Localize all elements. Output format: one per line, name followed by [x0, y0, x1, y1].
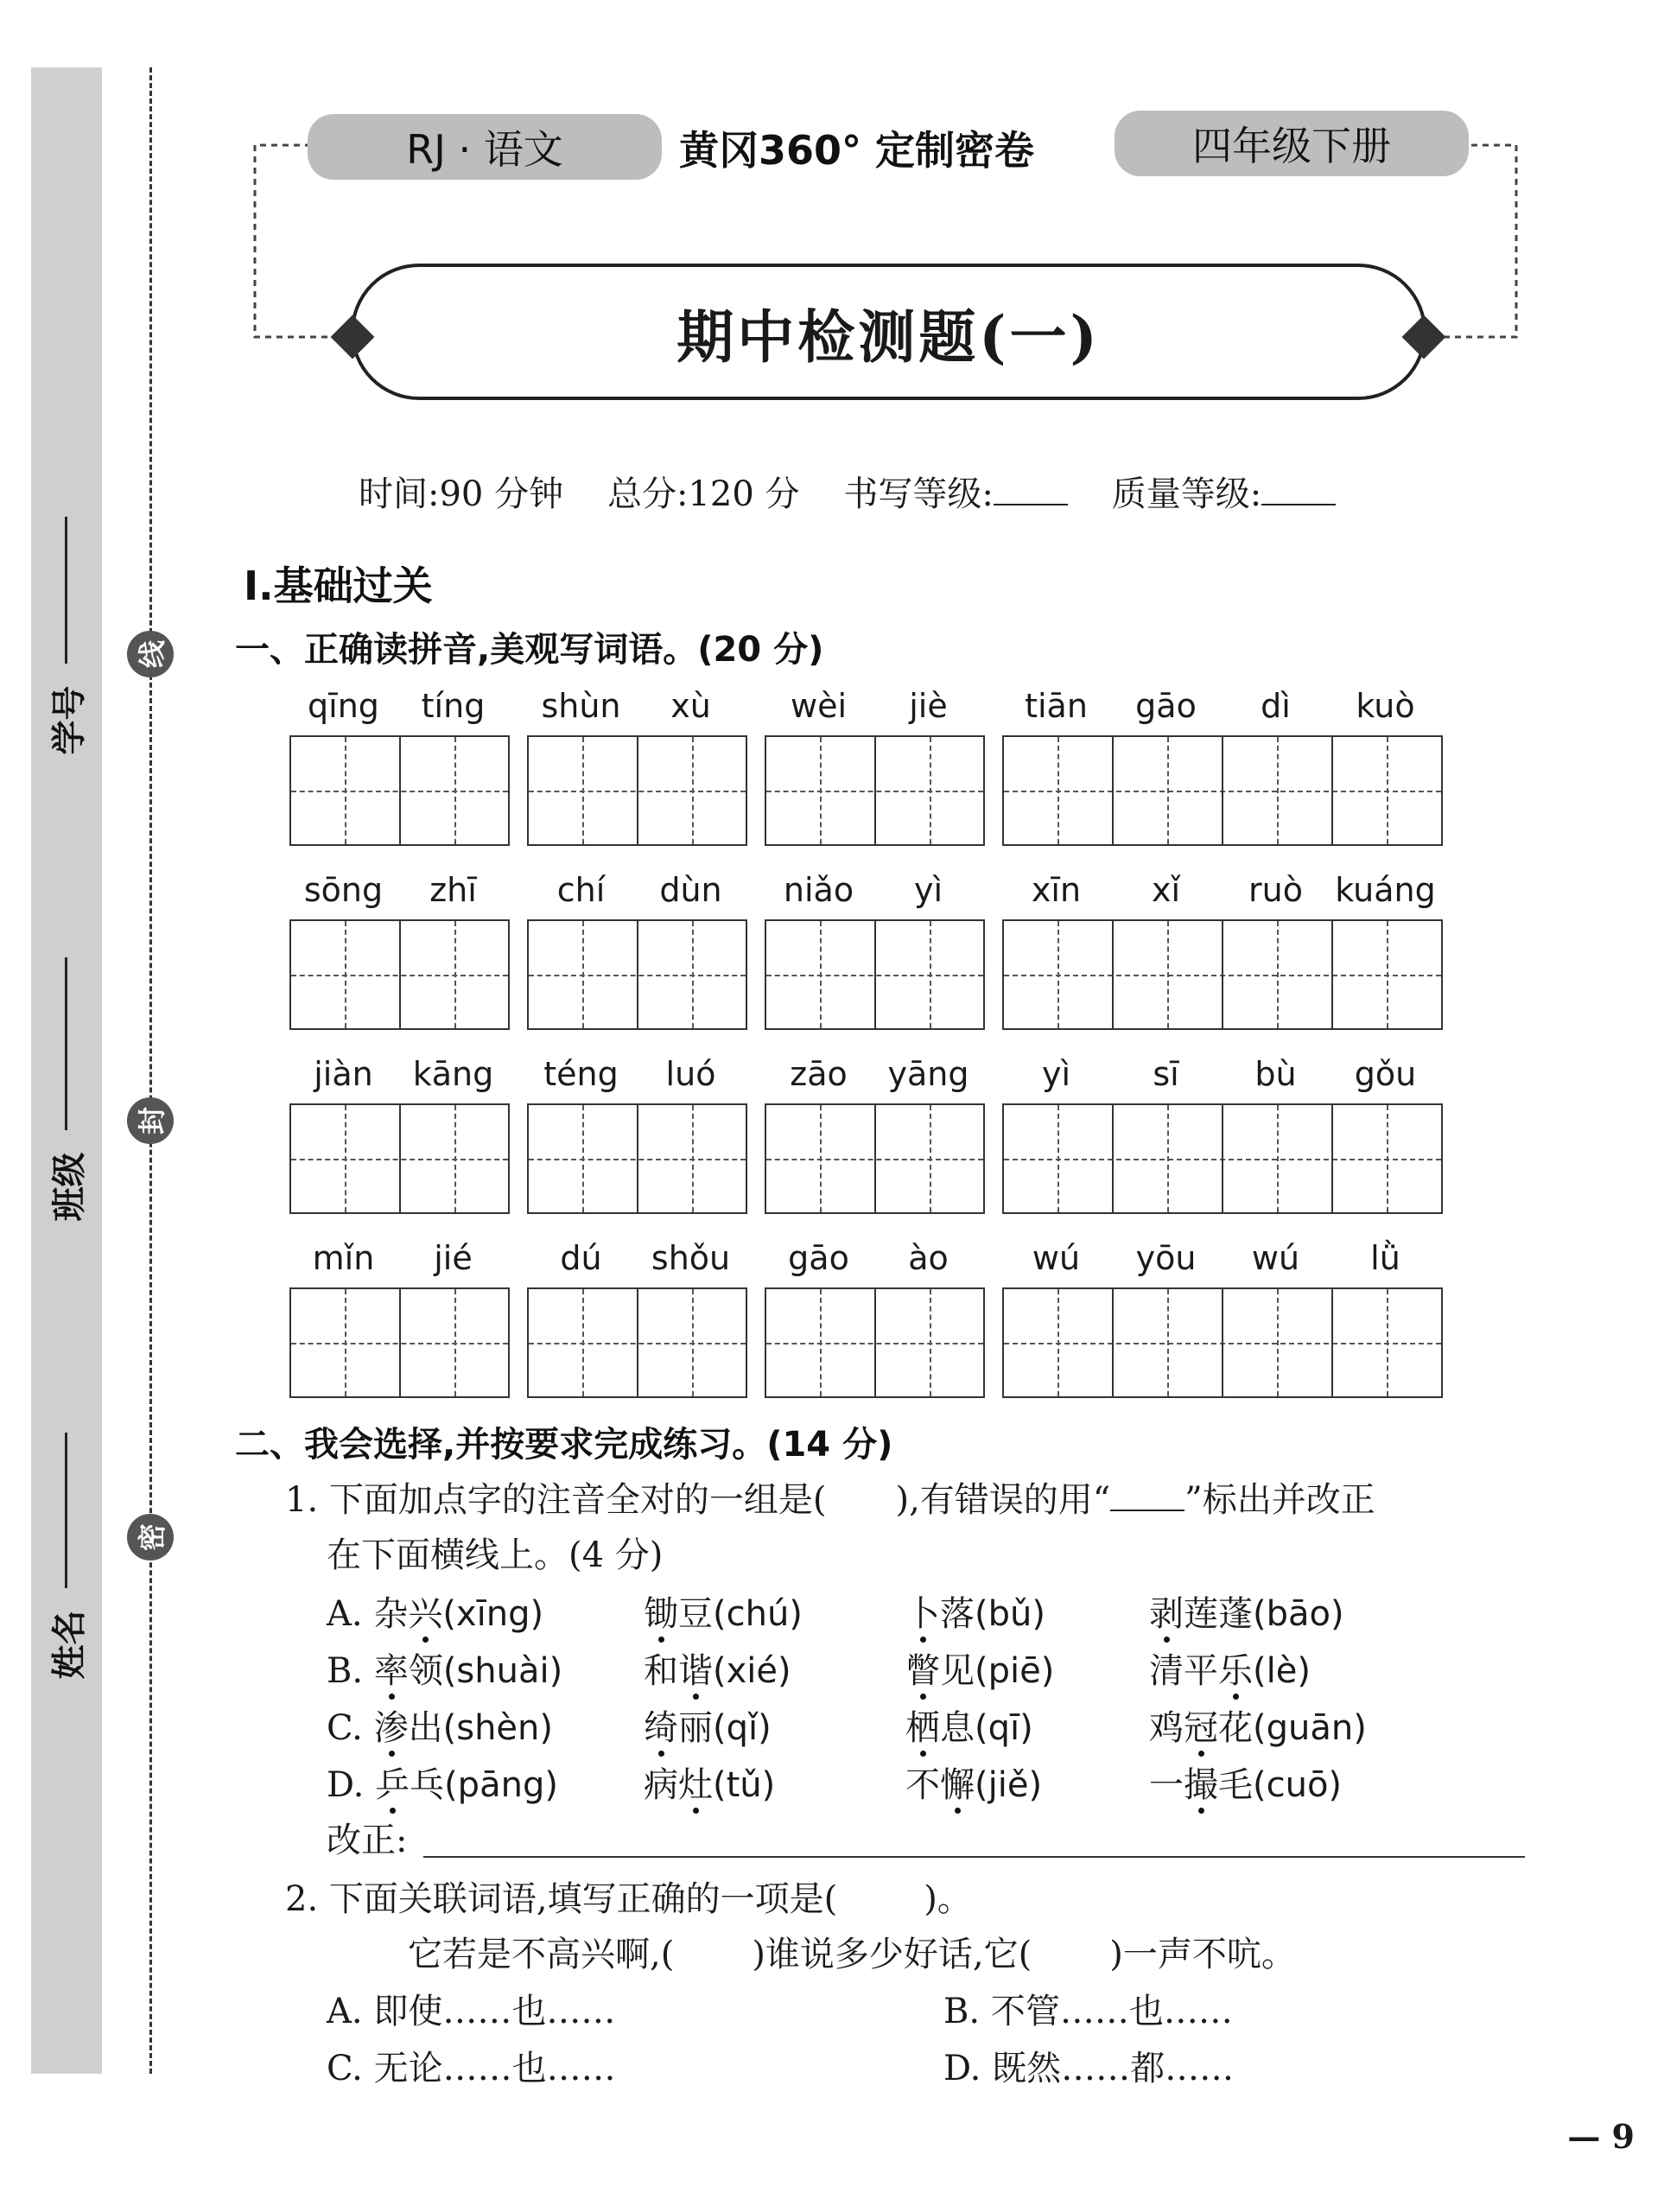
pinyin-label: kuáng	[1335, 871, 1436, 909]
dotted-char: 锄	[644, 1594, 678, 1634]
pinyin-label: yì	[913, 871, 943, 909]
dotted-char: 撮	[1184, 1765, 1218, 1805]
word-pre: 一	[1149, 1765, 1184, 1805]
writing-box[interactable]	[1002, 919, 1443, 1030]
dotted-char: 率	[373, 1651, 409, 1691]
q2-2-text-a: 2. 下面关联词语,填写正确的一项是(	[285, 1879, 838, 1919]
dotted-char: 瞥	[905, 1651, 940, 1691]
option-item	[905, 1586, 1045, 1636]
word-pre: 清平	[1149, 1651, 1218, 1691]
q2-1-text-a: 1. 下面加点字的注音全对的一组是(	[285, 1480, 827, 1520]
writing-grade-blank[interactable]	[994, 504, 1068, 505]
pinyin-annotation: (qǐ)	[713, 1708, 772, 1748]
writing-box[interactable]	[765, 1287, 985, 1398]
pinyin-label: kāng	[412, 1055, 494, 1093]
word-pre: 和	[644, 1651, 678, 1691]
writing-box[interactable]	[289, 1103, 510, 1214]
option-item	[644, 1758, 775, 1807]
pinyin-annotation: (shèn)	[442, 1708, 553, 1748]
pinyin-label: wú	[1032, 1239, 1081, 1277]
word-post: 毛	[1218, 1765, 1253, 1805]
writing-grade-label: 书写等级:	[843, 474, 994, 514]
option-letter[interactable]: D.	[327, 1765, 365, 1805]
q2-1-text-c: ”标出并改正	[1184, 1480, 1375, 1520]
pinyin-label: gāo	[1135, 687, 1197, 725]
pinyin-label: niǎo	[783, 871, 854, 909]
writing-box[interactable]	[527, 919, 747, 1030]
option-item	[644, 1700, 772, 1750]
option-item	[905, 1758, 1042, 1807]
word-post: 息	[940, 1708, 975, 1748]
quality-grade-label: 质量等级:	[1111, 474, 1262, 514]
dotted-char: 渗	[373, 1708, 409, 1748]
pinyin-label: ruò	[1248, 871, 1303, 909]
dotted-char: 谐	[678, 1651, 713, 1691]
pinyin-annotation: (xié)	[713, 1651, 791, 1691]
option-item	[644, 1586, 803, 1636]
pinyin-label: luó	[665, 1055, 716, 1093]
correction-line[interactable]	[423, 1856, 1525, 1858]
pinyin-annotation: (qī)	[975, 1708, 1033, 1748]
q2-1-line2: 在下面横线上。(4 分)	[327, 1535, 664, 1575]
pinyin-label: qīng	[308, 687, 379, 725]
binding-strip	[31, 67, 102, 2074]
q2-2-line	[285, 1872, 972, 1921]
option-item	[1149, 1643, 1311, 1693]
word-pre: 病	[644, 1765, 678, 1805]
option-item	[905, 1700, 1033, 1750]
option-letter[interactable]: B.	[327, 1651, 364, 1691]
option-item	[327, 1586, 543, 1636]
writing-box[interactable]	[765, 919, 985, 1030]
word-post: 莲蓬	[1184, 1594, 1253, 1634]
pinyin-label: zhī	[429, 871, 477, 909]
seal-fold-mark: 封	[127, 1097, 174, 1144]
writing-box[interactable]	[289, 735, 510, 846]
time-info: 时间:90 分钟	[359, 474, 564, 514]
pinyin-annotation: (xīng)	[442, 1594, 544, 1634]
q2-heading: 二、我会选择,并按要求完成练习。(14 分)	[235, 1425, 893, 1465]
pinyin-annotation: (bāo)	[1253, 1594, 1344, 1634]
writing-box[interactable]	[527, 1103, 747, 1214]
pinyin-label: téng	[543, 1055, 619, 1093]
pinyin-annotation: (shuài)	[442, 1651, 563, 1691]
seal-secret-mark: 密	[127, 1514, 174, 1560]
q2-1-mark-sample	[1110, 1510, 1184, 1511]
word-pre: 鸡	[1149, 1708, 1184, 1748]
dotted-char: 兴	[408, 1594, 443, 1634]
dotted-char: 灶	[678, 1765, 713, 1805]
dotted-char: 绮	[644, 1708, 678, 1748]
q2-2-option-c[interactable]: C. 无论……也……	[327, 2049, 616, 2088]
word-post: 见	[940, 1651, 975, 1691]
class-label: 班级	[49, 1152, 90, 1221]
writing-box[interactable]	[765, 735, 985, 846]
pinyin-annotation: (jiě)	[975, 1765, 1043, 1805]
pinyin-label: kuò	[1356, 687, 1415, 725]
pinyin-annotation: (tǔ)	[713, 1765, 776, 1805]
writing-box[interactable]	[1002, 735, 1443, 846]
pinyin-label: shǒu	[651, 1239, 731, 1277]
pinyin-annotation: (bǔ)	[975, 1594, 1045, 1634]
dotted-char: 卜	[905, 1594, 940, 1634]
word-post: 落	[940, 1594, 975, 1634]
correction-label: 改正:	[327, 1821, 408, 1860]
option-item	[905, 1643, 1054, 1693]
word-post: 丽	[678, 1708, 713, 1748]
pinyin-label: lǜ	[1370, 1239, 1400, 1277]
pinyin-label: chí	[556, 871, 606, 909]
writing-box[interactable]	[765, 1103, 985, 1214]
option-item	[1149, 1700, 1367, 1750]
pinyin-label: tiān	[1025, 687, 1088, 725]
name-line[interactable]	[65, 1433, 67, 1588]
option-item	[327, 1700, 553, 1750]
pinyin-label: wú	[1251, 1239, 1300, 1277]
word-pre: 不	[905, 1765, 940, 1805]
pinyin-label: xǐ	[1151, 871, 1181, 909]
student-no-line[interactable]	[65, 517, 67, 664]
dotted-char: 剥	[1149, 1594, 1184, 1634]
pinyin-label: yì	[1041, 1055, 1071, 1093]
q2-2-option-a[interactable]: A. 即使……也……	[327, 1992, 616, 2031]
q2-2-sentence	[408, 1927, 1296, 1976]
pinyin-label: sōng	[303, 871, 384, 909]
class-line[interactable]	[65, 957, 67, 1130]
dotted-char: 乐	[1218, 1651, 1253, 1691]
option-item	[327, 1758, 558, 1807]
option-item	[1149, 1586, 1344, 1636]
part-heading: Ⅰ.基础过关	[244, 563, 433, 609]
pinyin-annotation: (lè)	[1253, 1651, 1311, 1691]
grade-badge: 四年级下册	[1115, 111, 1469, 176]
q2-2-text-b: )。	[924, 1879, 972, 1919]
pinyin-annotation: (cuō)	[1253, 1765, 1343, 1805]
seal-line-mark: 线	[127, 631, 174, 677]
subject-badge: RJ · 语文	[308, 114, 662, 180]
dotted-char: 栖	[905, 1708, 940, 1748]
exam-meta	[359, 467, 1336, 516]
option-letter[interactable]: C.	[327, 1708, 363, 1748]
q2-2-option-b[interactable]: B. 不管……也……	[943, 1992, 1233, 2031]
option-item	[327, 1643, 562, 1693]
pinyin-annotation: (piē)	[975, 1651, 1055, 1691]
pinyin-label: jié	[434, 1239, 473, 1277]
word-post: 豆	[678, 1594, 713, 1634]
quality-grade-blank[interactable]	[1261, 504, 1336, 505]
writing-box[interactable]	[289, 919, 510, 1030]
sentence-part-b: )谁说多少好话,它(	[752, 1935, 1032, 1974]
pinyin-label: xù	[670, 687, 711, 725]
writing-box[interactable]	[289, 1287, 510, 1398]
pinyin-label: yōu	[1135, 1239, 1197, 1277]
pinyin-label: dùn	[659, 871, 722, 909]
total-score: 总分:120 分	[607, 474, 800, 514]
dotted-char: 乒	[375, 1765, 410, 1805]
word-post: 出	[408, 1708, 443, 1748]
q2-2-option-d[interactable]: D. 既然……都……	[943, 2049, 1235, 2088]
writing-box[interactable]	[1002, 1103, 1443, 1214]
pinyin-label: shùn	[541, 687, 621, 725]
name-label: 姓名	[49, 1610, 90, 1679]
pinyin-label: wèi	[790, 687, 847, 725]
pinyin-label: dú	[560, 1239, 602, 1277]
q2-1-text-b: ),有错误的用“	[895, 1480, 1111, 1520]
option-letter[interactable]: A.	[327, 1594, 363, 1634]
word-post: 乓	[410, 1765, 445, 1805]
writing-box[interactable]	[1002, 1287, 1443, 1398]
pinyin-label: sī	[1153, 1055, 1179, 1093]
exam-title: 期中检测题(一)	[351, 264, 1426, 400]
writing-box[interactable]	[527, 735, 747, 846]
dotted-char: 冠	[1184, 1708, 1218, 1748]
q1-heading: 一、正确读拼音,美观写词语。(20 分)	[235, 630, 824, 670]
pinyin-annotation: (pāng)	[444, 1765, 558, 1805]
pinyin-annotation: (chú)	[713, 1594, 803, 1634]
pinyin-label: bù	[1254, 1055, 1297, 1093]
q2-1-line1	[285, 1472, 1375, 1522]
word-post: 领	[408, 1651, 443, 1691]
cut-line	[149, 67, 152, 2074]
series-label: 黄冈360° 定制密卷	[679, 127, 1035, 174]
pinyin-label: ào	[908, 1239, 949, 1277]
sentence-part-c: )一声不吭。	[1109, 1935, 1296, 1974]
sentence-part-a: 它若是不高兴啊,(	[408, 1935, 675, 1974]
pinyin-label: gāo	[788, 1239, 849, 1277]
student-no-label: 学号	[49, 685, 90, 754]
pinyin-label: tíng	[421, 687, 486, 725]
pinyin-label: gǒu	[1354, 1055, 1417, 1093]
writing-box[interactable]	[527, 1287, 747, 1398]
pinyin-label: dì	[1261, 687, 1291, 725]
page-number: — 9	[1567, 2117, 1635, 2156]
option-item	[644, 1643, 791, 1693]
option-item	[1149, 1758, 1342, 1807]
dotted-char: 懈	[940, 1765, 975, 1805]
pinyin-label: jiè	[909, 687, 948, 725]
pinyin-label: yāng	[887, 1055, 969, 1093]
pinyin-label: jiàn	[314, 1055, 373, 1093]
pinyin-label: xīn	[1031, 871, 1082, 909]
word-pre: 杂	[373, 1594, 409, 1634]
pinyin-label: zāo	[790, 1055, 848, 1093]
pinyin-label: mǐn	[312, 1239, 375, 1277]
word-post: 花	[1218, 1708, 1253, 1748]
pinyin-annotation: (guān)	[1253, 1708, 1367, 1748]
